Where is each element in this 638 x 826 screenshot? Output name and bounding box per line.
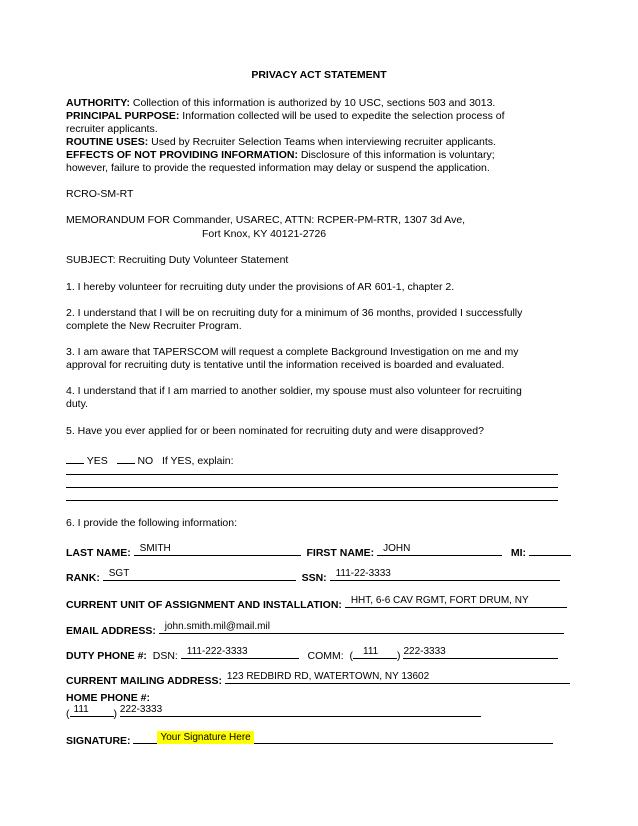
- rank-row: [66, 568, 560, 585]
- rank-field[interactable]: [103, 568, 296, 581]
- memo-line: MEMORANDUM FOR Commander, USAREC, ATTN: RCPER-PM-RTR, 1307 3d Ave,: [66, 214, 466, 226]
- rank-value: SGT: [108, 568, 130, 579]
- routine-label: ROUTINE USES:: [66, 136, 149, 148]
- purpose-label: PRINCIPAL PURPOSE:: [66, 110, 180, 122]
- yes-label: YES: [86, 455, 108, 467]
- explain-line-2[interactable]: [66, 487, 558, 488]
- effects-line: [66, 149, 495, 162]
- comm-number-value: 222-3333: [403, 646, 446, 657]
- dsn-field[interactable]: [181, 646, 299, 659]
- item-3: 3. I am aware that TAPERSCOM will request a complete Background Investigation on me and my: [66, 346, 519, 358]
- first-name-field[interactable]: [377, 543, 502, 556]
- duty-phone-row: DUTY PHONE #: DSN: 111-222-3333 COMM: ( 111 ) 222-3333: [66, 646, 558, 663]
- item-4-cont: duty.: [66, 398, 88, 410]
- routine-line: [66, 136, 496, 149]
- home-area-field[interactable]: [70, 704, 114, 717]
- comm-area-field[interactable]: [353, 646, 397, 659]
- office-symbol: RCRO-SM-RT: [66, 188, 134, 200]
- unit-label: CURRENT UNIT OF ASSIGNMENT AND INSTALLATION:: [66, 599, 342, 611]
- signature-label: SIGNATURE:: [66, 735, 131, 747]
- item-5: 5. Have you ever applied for or been nominated for recruiting duty and were disapproved?: [66, 425, 484, 437]
- signature-field[interactable]: [133, 731, 553, 744]
- item-6: 6. I provide the following information:: [66, 517, 238, 529]
- signature-placeholder[interactable]: Your Signature Here: [157, 731, 253, 744]
- ssn-field[interactable]: [330, 568, 560, 581]
- email-field[interactable]: [159, 621, 564, 634]
- last-name-label: LAST NAME:: [66, 547, 131, 559]
- mi-field[interactable]: [529, 543, 571, 556]
- home-number-field[interactable]: [120, 704, 481, 717]
- ssn-label: SSN:: [301, 572, 327, 584]
- yes-checkbox[interactable]: [66, 451, 84, 464]
- no-label: NO: [137, 455, 154, 467]
- comm-area-value: 111: [363, 646, 379, 657]
- email-label: EMAIL ADDRESS:: [66, 625, 156, 637]
- explain-line-1[interactable]: [66, 474, 558, 475]
- unit-row: [66, 595, 567, 612]
- purpose-text: Information collected will be used to expedite the selection process of: [179, 110, 505, 122]
- ssn-value: 111-22-3333: [335, 568, 391, 579]
- home-area-value: 111: [73, 704, 89, 715]
- subject-line: SUBJECT: Recruiting Duty Volunteer Statement: [66, 254, 289, 266]
- comm-label: COMM:: [307, 650, 344, 662]
- last-name-value: SMITH: [139, 543, 171, 554]
- authority-line: [66, 97, 495, 110]
- item-2: 2. I understand that I will be on recruiting duty for a minimum of 36 months, provided I successfully: [66, 307, 523, 319]
- comm-number-field[interactable]: [403, 646, 558, 659]
- email-value: john.smith.mil@mail.mil: [164, 621, 270, 632]
- last-name-field[interactable]: [134, 543, 301, 556]
- explain-line-3[interactable]: [66, 500, 558, 501]
- email-row: [66, 621, 564, 638]
- effects-text: Disclosure of this information is voluntary;: [297, 149, 495, 161]
- duty-phone-label: DUTY PHONE #:: [66, 650, 147, 662]
- home-phone-row: ( 111 ) 222-3333: [66, 704, 481, 721]
- item-2-cont: complete the New Recruiter Program.: [66, 320, 242, 332]
- mailing-value: 123 REDBIRD RD, WATERTOWN, NY 13602: [226, 671, 430, 682]
- dsn-value: 111-222-3333: [186, 646, 248, 657]
- authority-label: AUTHORITY:: [66, 97, 130, 109]
- item-4: 4. I understand that if I am married to another soldier, my spouse must also volunteer for recruiting: [66, 385, 522, 397]
- unit-value: HHT, 6-6 CAV RGMT, FORT DRUM, NY: [350, 595, 529, 606]
- home-number-value: 222-3333: [119, 704, 163, 715]
- rank-label: RANK:: [66, 572, 100, 584]
- routine-text: Used by Recruiter Selection Teams when interviewing recruiter applicants.: [148, 136, 496, 148]
- home-phone-label-text: HOME PHONE #:: [66, 692, 151, 704]
- first-name-value: JOHN: [383, 543, 411, 554]
- page-title: PRIVACY ACT STATEMENT: [251, 69, 387, 81]
- purpose-line: [66, 110, 505, 123]
- dsn-label: DSN:: [152, 650, 178, 662]
- mi-label: MI:: [510, 547, 527, 559]
- mailing-field[interactable]: [225, 671, 570, 684]
- first-name-label: FIRST NAME:: [306, 547, 375, 559]
- authority-text: Collection of this information is authorized by 10 USC, sections 503 and 3013.: [129, 97, 496, 109]
- no-checkbox[interactable]: [117, 451, 135, 464]
- item-3-cont: approval for recruiting duty is tentative until the information received is boarded and evaluated.: [66, 359, 505, 371]
- unit-field[interactable]: [345, 595, 567, 608]
- memo-address: Fort Knox, KY 40121-2726: [202, 228, 327, 240]
- signature-row: [66, 731, 553, 748]
- mailing-row: [66, 671, 570, 688]
- yes-no-row: [66, 451, 234, 468]
- item-1: 1. I hereby volunteer for recruiting duty under the provisions of AR 601-1, chapter 2.: [66, 281, 455, 293]
- effects-line-2: however, failure to provide the requested information may delay or suspend the application.: [66, 162, 490, 174]
- effects-label: EFFECTS OF NOT PROVIDING INFORMATION:: [66, 149, 298, 161]
- name-row: [66, 543, 571, 560]
- purpose-line-2: recruiter applicants.: [66, 123, 158, 135]
- explain-label: If YES, explain:: [161, 455, 234, 467]
- mailing-label: CURRENT MAILING ADDRESS:: [66, 675, 222, 687]
